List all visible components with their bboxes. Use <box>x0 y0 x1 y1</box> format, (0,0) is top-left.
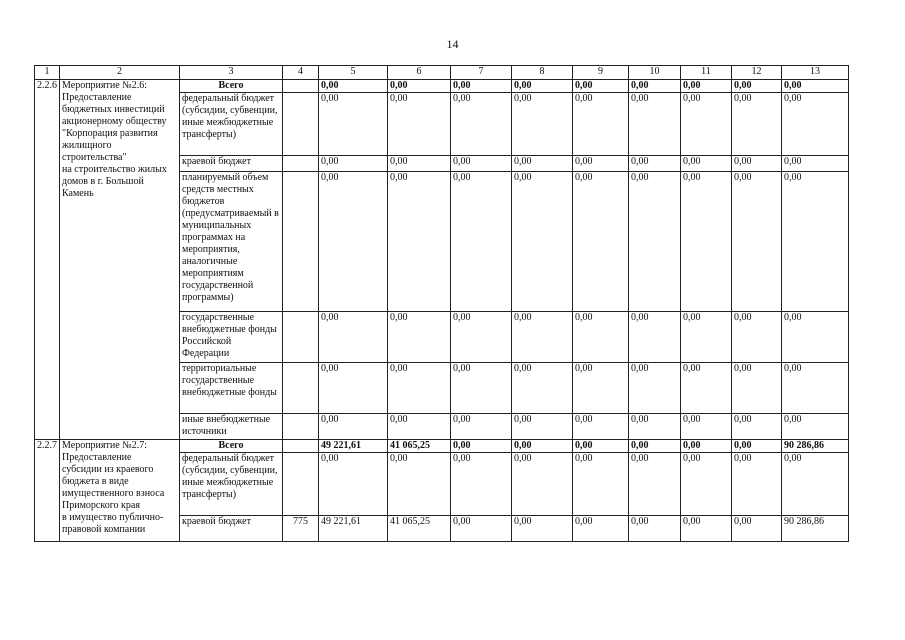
value-cell: 0,00 <box>512 440 573 453</box>
column-number: 10 <box>629 66 681 80</box>
value-cell: 0,00 <box>512 80 573 93</box>
value-cell: 0,00 <box>732 93 782 156</box>
column-number: 6 <box>388 66 451 80</box>
value-cell: 0,00 <box>319 156 388 172</box>
value-cell: 0,00 <box>681 172 732 312</box>
budget-code <box>283 80 319 93</box>
value-cell: 0,00 <box>451 93 512 156</box>
budget-code <box>283 172 319 312</box>
table-row <box>35 440 849 453</box>
value-cell: 0,00 <box>319 93 388 156</box>
value-cell: 0,00 <box>782 414 849 440</box>
budget-code <box>283 453 319 516</box>
value-cell: 49 221,61 <box>319 440 388 453</box>
funding-source: краевой бюджет <box>180 156 283 172</box>
value-cell: 0,00 <box>681 414 732 440</box>
value-cell: 41 065,25 <box>388 440 451 453</box>
description-line: на строительство жилых <box>62 164 167 175</box>
value-cell: 0,00 <box>629 80 681 93</box>
value-cell: 0,00 <box>451 363 512 414</box>
value-cell: 0,00 <box>451 440 512 453</box>
value-cell: 0,00 <box>732 156 782 172</box>
funding-source: иные внебюджетные источники <box>180 414 283 440</box>
value-cell: 0,00 <box>319 363 388 414</box>
column-number: 5 <box>319 66 388 80</box>
value-cell: 0,00 <box>732 516 782 542</box>
budget-code <box>283 93 319 156</box>
budget-code: 775 <box>283 516 319 542</box>
value-cell: 0,00 <box>388 414 451 440</box>
column-number: 3 <box>180 66 283 80</box>
value-cell: 0,00 <box>512 172 573 312</box>
value-cell: 0,00 <box>629 440 681 453</box>
value-cell: 0,00 <box>388 93 451 156</box>
total-label: Всего <box>180 80 283 93</box>
value-cell: 0,00 <box>681 453 732 516</box>
value-cell: 0,00 <box>451 516 512 542</box>
value-cell: 0,00 <box>681 440 732 453</box>
value-cell: 0,00 <box>388 80 451 93</box>
value-cell: 0,00 <box>782 156 849 172</box>
column-number: 1 <box>35 66 60 80</box>
value-cell: 0,00 <box>681 93 732 156</box>
value-cell: 0,00 <box>512 363 573 414</box>
description-line: Камень <box>62 188 94 199</box>
value-cell: 0,00 <box>782 453 849 516</box>
value-cell: 0,00 <box>629 156 681 172</box>
description-line: Предоставление <box>62 452 132 463</box>
value-cell: 41 065,25 <box>388 516 451 542</box>
budget-code <box>283 363 319 414</box>
description-line: правовой компании <box>62 524 146 535</box>
funding-source: территориальные государственные внебюджетные фонды <box>180 363 283 414</box>
value-cell: 0,00 <box>573 312 629 363</box>
description-line: субсидии из краевого <box>62 464 154 475</box>
value-cell: 0,00 <box>451 80 512 93</box>
description-line: акционерному обществу <box>62 116 167 127</box>
value-cell: 0,00 <box>573 414 629 440</box>
value-cell: 0,00 <box>732 440 782 453</box>
value-cell: 0,00 <box>681 363 732 414</box>
budget-code <box>283 156 319 172</box>
value-cell: 0,00 <box>388 363 451 414</box>
description-line: Мероприятие №2.7: <box>62 440 147 451</box>
budget-code <box>283 440 319 453</box>
measure-code: 2.2.6 <box>35 80 60 440</box>
description-line: Мероприятие №2.6: <box>62 80 147 91</box>
description-line: бюджетных инвестиций <box>62 104 165 115</box>
value-cell: 0,00 <box>573 453 629 516</box>
value-cell: 0,00 <box>681 80 732 93</box>
value-cell: 0,00 <box>388 156 451 172</box>
value-cell: 0,00 <box>451 453 512 516</box>
column-number: 13 <box>782 66 849 80</box>
value-cell: 0,00 <box>451 156 512 172</box>
value-cell: 90 286,86 <box>782 516 849 542</box>
value-cell: 0,00 <box>629 414 681 440</box>
total-label: Всего <box>180 440 283 453</box>
description-line: бюджета в виде <box>62 476 129 487</box>
value-cell: 0,00 <box>732 172 782 312</box>
value-cell: 0,00 <box>573 93 629 156</box>
funding-source: краевой бюджет <box>180 516 283 542</box>
funding-source: федеральный бюджет (субсидии, субвенции, иные межбюджетные трансферты) <box>180 93 283 156</box>
column-number: 7 <box>451 66 512 80</box>
value-cell: 0,00 <box>782 93 849 156</box>
value-cell: 0,00 <box>782 172 849 312</box>
value-cell: 0,00 <box>319 453 388 516</box>
value-cell: 0,00 <box>732 363 782 414</box>
value-cell: 0,00 <box>319 414 388 440</box>
value-cell: 0,00 <box>512 453 573 516</box>
budget-code <box>283 312 319 363</box>
value-cell: 0,00 <box>732 414 782 440</box>
value-cell: 0,00 <box>319 312 388 363</box>
column-number: 8 <box>512 66 573 80</box>
measure-description <box>60 440 180 542</box>
description-line: Приморского края <box>62 500 140 511</box>
value-cell: 0,00 <box>732 312 782 363</box>
column-number-row <box>35 66 849 80</box>
value-cell: 0,00 <box>512 156 573 172</box>
value-cell: 0,00 <box>732 80 782 93</box>
value-cell: 0,00 <box>573 156 629 172</box>
value-cell: 0,00 <box>681 312 732 363</box>
value-cell: 0,00 <box>681 516 732 542</box>
value-cell: 0,00 <box>319 172 388 312</box>
value-cell: 0,00 <box>573 440 629 453</box>
budget-code <box>283 414 319 440</box>
description-line: имущественного взноса <box>62 488 165 499</box>
value-cell: 0,00 <box>629 312 681 363</box>
value-cell: 0,00 <box>512 516 573 542</box>
table-row <box>35 80 849 93</box>
description-line: домов в г. Большой <box>62 176 144 187</box>
description-line: Предоставление <box>62 92 132 103</box>
value-cell: 0,00 <box>573 516 629 542</box>
value-cell: 0,00 <box>629 93 681 156</box>
column-number: 11 <box>681 66 732 80</box>
value-cell: 0,00 <box>732 453 782 516</box>
budget-table <box>34 65 849 542</box>
value-cell: 0,00 <box>573 363 629 414</box>
value-cell: 0,00 <box>782 363 849 414</box>
value-cell: 0,00 <box>451 172 512 312</box>
column-number: 2 <box>60 66 180 80</box>
value-cell: 0,00 <box>451 414 512 440</box>
value-cell: 90 286,86 <box>782 440 849 453</box>
value-cell: 0,00 <box>512 93 573 156</box>
funding-source: планируемый объем средств местных бюджетов (предусматриваемый в муниципальных программах на мероприятия, аналогичные мероприятиям государственной программы) <box>180 172 283 312</box>
description-line: строительства" <box>62 152 127 163</box>
measure-code: 2.2.7 <box>35 440 60 542</box>
value-cell: 0,00 <box>388 312 451 363</box>
value-cell: 0,00 <box>512 414 573 440</box>
description-line: "Корпорация развития <box>62 128 158 139</box>
value-cell: 0,00 <box>681 156 732 172</box>
value-cell: 0,00 <box>388 172 451 312</box>
column-number: 9 <box>573 66 629 80</box>
value-cell: 0,00 <box>629 516 681 542</box>
measure-description <box>60 80 180 440</box>
value-cell: 0,00 <box>629 363 681 414</box>
column-number: 4 <box>283 66 319 80</box>
value-cell: 0,00 <box>573 80 629 93</box>
value-cell: 49 221,61 <box>319 516 388 542</box>
value-cell: 0,00 <box>629 453 681 516</box>
value-cell: 0,00 <box>573 172 629 312</box>
page-number: 14 <box>446 37 459 51</box>
description-line: жилищного <box>62 140 112 151</box>
column-number: 12 <box>732 66 782 80</box>
value-cell: 0,00 <box>782 80 849 93</box>
description-line: в имущество публично- <box>62 512 164 523</box>
funding-source: федеральный бюджет (субсидии, субвенции, иные межбюджетные трансферты) <box>180 453 283 516</box>
value-cell: 0,00 <box>451 312 512 363</box>
value-cell: 0,00 <box>512 312 573 363</box>
value-cell: 0,00 <box>629 172 681 312</box>
value-cell: 0,00 <box>388 453 451 516</box>
funding-source: государственные внебюджетные фонды Российской Федерации <box>180 312 283 363</box>
value-cell: 0,00 <box>782 312 849 363</box>
value-cell: 0,00 <box>319 80 388 93</box>
